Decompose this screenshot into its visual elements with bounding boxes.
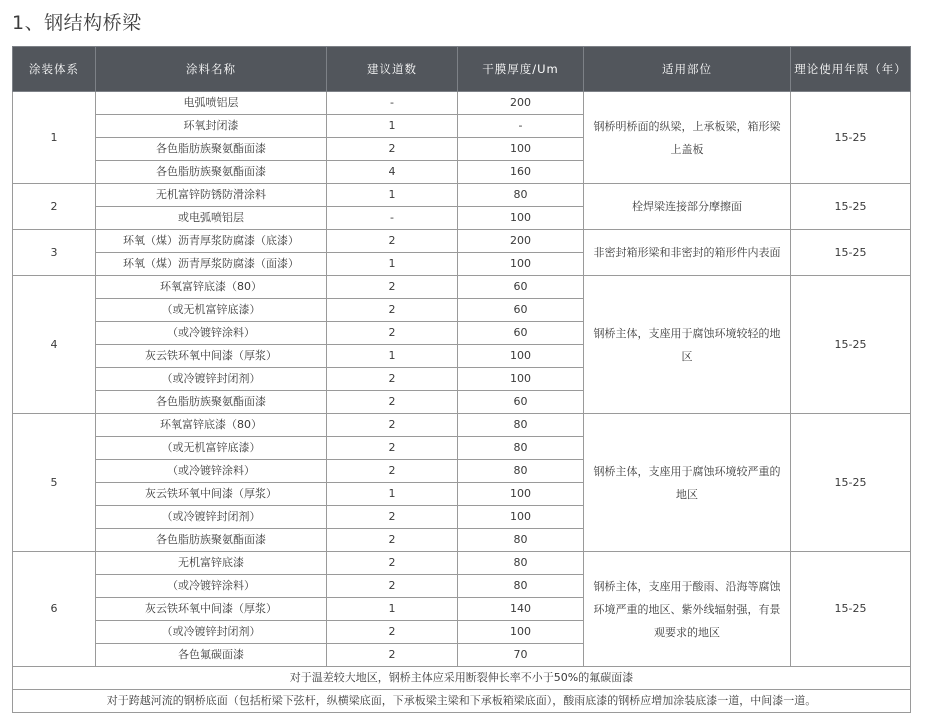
coats-cell: 2 — [327, 138, 458, 161]
thickness-cell: 160 — [458, 161, 584, 184]
thickness-cell: 100 — [458, 207, 584, 230]
coats-cell: 2 — [327, 299, 458, 322]
thickness-cell: 200 — [458, 230, 584, 253]
system-id-cell: 4 — [13, 276, 96, 414]
coating-spec-table — [12, 46, 911, 713]
coats-cell: 2 — [327, 276, 458, 299]
coating-name-cell: （或冷镀锌封闭剂） — [96, 621, 327, 644]
location-cell: 钢桥主体，支座用于腐蚀环境较轻的地区 — [584, 276, 791, 414]
table-row — [13, 184, 911, 207]
coating-name-cell: 灰云铁环氧中间漆（厚浆） — [96, 483, 327, 506]
coats-cell: 2 — [327, 552, 458, 575]
thickness-cell: 100 — [458, 368, 584, 391]
life-cell: 15-25 — [791, 230, 911, 276]
location-cell: 钢桥主体，支座用于腐蚀环境较严重的地区 — [584, 414, 791, 552]
thickness-cell: 80 — [458, 460, 584, 483]
life-cell: 15-25 — [791, 184, 911, 230]
thickness-cell: 100 — [458, 345, 584, 368]
coating-name-cell: 各色氟碳面漆 — [96, 644, 327, 667]
coats-cell: 2 — [327, 575, 458, 598]
coating-name-cell: （或冷镀锌涂料） — [96, 575, 327, 598]
thickness-cell: 80 — [458, 184, 584, 207]
life-cell: 15-25 — [791, 552, 911, 667]
system-id-cell: 2 — [13, 184, 96, 230]
thickness-cell: 60 — [458, 391, 584, 414]
thickness-cell: 60 — [458, 322, 584, 345]
coats-cell: 1 — [327, 345, 458, 368]
table-body — [13, 92, 911, 713]
location-cell: 栓焊梁连接部分摩擦面 — [584, 184, 791, 230]
coating-name-cell: 或电弧喷铝层 — [96, 207, 327, 230]
note-row — [13, 667, 911, 690]
coats-cell: 2 — [327, 644, 458, 667]
header-system: 涂装体系 — [13, 47, 96, 92]
coating-name-cell: （或冷镀锌封闭剂） — [96, 506, 327, 529]
location-cell: 钢桥主体，支座用于酸雨、沿海等腐蚀环境严重的地区、紫外线辐射强，有景观要求的地区 — [584, 552, 791, 667]
header-coats: 建议道数 — [327, 47, 458, 92]
coats-cell: 2 — [327, 230, 458, 253]
thickness-cell: 80 — [458, 529, 584, 552]
system-id-cell: 3 — [13, 230, 96, 276]
coats-cell: 1 — [327, 598, 458, 621]
coating-name-cell: 灰云铁环氧中间漆（厚浆） — [96, 345, 327, 368]
life-cell: 15-25 — [791, 276, 911, 414]
system-id-cell: 5 — [13, 414, 96, 552]
location-cell: 非密封箱形梁和非密封的箱形件内表面 — [584, 230, 791, 276]
thickness-cell: 140 — [458, 598, 584, 621]
coating-name-cell: 各色脂肪族聚氨酯面漆 — [96, 161, 327, 184]
life-cell: 15-25 — [791, 414, 911, 552]
system-id-cell: 6 — [13, 552, 96, 667]
coats-cell: 2 — [327, 621, 458, 644]
note-cell: 对于跨越河流的钢桥底面（包括桁梁下弦杆，纵横梁底面，下承板梁主梁和下承板箱梁底面），酸雨底漆的钢桥应增加涂装底漆一道，中间漆一道。 — [13, 690, 911, 713]
coating-name-cell: 各色脂肪族聚氨酯面漆 — [96, 529, 327, 552]
thickness-cell: 60 — [458, 276, 584, 299]
table-row — [13, 414, 911, 437]
coats-cell: 2 — [327, 437, 458, 460]
table-row — [13, 552, 911, 575]
location-cell: 钢桥明桥面的纵梁，上承板梁，箱形梁上盖板 — [584, 92, 791, 184]
coating-name-cell: 环氧（煤）沥青厚浆防腐漆（底漆） — [96, 230, 327, 253]
thickness-cell: 200 — [458, 92, 584, 115]
coats-cell: - — [327, 207, 458, 230]
coating-name-cell: 环氧封闭漆 — [96, 115, 327, 138]
thickness-cell: 80 — [458, 437, 584, 460]
table-header-row — [13, 47, 911, 92]
coating-name-cell: （或冷镀锌涂料） — [96, 460, 327, 483]
coating-name-cell: 环氧富锌底漆（80） — [96, 276, 327, 299]
coats-cell: - — [327, 92, 458, 115]
coating-name-cell: 电弧喷铝层 — [96, 92, 327, 115]
header-coating-name: 涂料名称 — [96, 47, 327, 92]
coats-cell: 1 — [327, 483, 458, 506]
header-location: 适用部位 — [584, 47, 791, 92]
coats-cell: 2 — [327, 322, 458, 345]
coats-cell: 2 — [327, 529, 458, 552]
coats-cell: 2 — [327, 391, 458, 414]
coating-name-cell: 无机富锌底漆 — [96, 552, 327, 575]
thickness-cell: 80 — [458, 575, 584, 598]
life-cell: 15-25 — [791, 92, 911, 184]
coating-name-cell: 环氧（煤）沥青厚浆防腐漆（面漆） — [96, 253, 327, 276]
thickness-cell: 100 — [458, 138, 584, 161]
thickness-cell: 80 — [458, 552, 584, 575]
coating-name-cell: （或无机富锌底漆） — [96, 299, 327, 322]
thickness-cell: 60 — [458, 299, 584, 322]
coating-name-cell: （或冷镀锌涂料） — [96, 322, 327, 345]
coating-name-cell: （或无机富锌底漆） — [96, 437, 327, 460]
coating-name-cell: （或冷镀锌封闭剂） — [96, 368, 327, 391]
coating-name-cell: 灰云铁环氧中间漆（厚浆） — [96, 598, 327, 621]
table-row — [13, 230, 911, 253]
thickness-cell: 100 — [458, 483, 584, 506]
thickness-cell: 100 — [458, 253, 584, 276]
coating-name-cell: 环氧富锌底漆（80） — [96, 414, 327, 437]
coats-cell: 1 — [327, 115, 458, 138]
table-row — [13, 276, 911, 299]
page-title: 1、钢结构桥梁 — [12, 12, 142, 34]
thickness-cell: - — [458, 115, 584, 138]
table-row — [13, 92, 911, 115]
note-row — [13, 690, 911, 713]
coats-cell: 2 — [327, 368, 458, 391]
thickness-cell: 100 — [458, 506, 584, 529]
coating-name-cell: 各色脂肪族聚氨酯面漆 — [96, 138, 327, 161]
coating-name-cell: 无机富锌防锈防滑涂料 — [96, 184, 327, 207]
coats-cell: 1 — [327, 184, 458, 207]
coating-name-cell: 各色脂肪族聚氨酯面漆 — [96, 391, 327, 414]
coats-cell: 4 — [327, 161, 458, 184]
coats-cell: 2 — [327, 506, 458, 529]
thickness-cell: 80 — [458, 414, 584, 437]
header-thickness: 干膜厚度/Um — [458, 47, 584, 92]
coats-cell: 2 — [327, 414, 458, 437]
thickness-cell: 70 — [458, 644, 584, 667]
coats-cell: 1 — [327, 253, 458, 276]
thickness-cell: 100 — [458, 621, 584, 644]
system-id-cell: 1 — [13, 92, 96, 184]
header-life: 理论使用年限（年） — [791, 47, 911, 92]
note-cell: 对于温差较大地区，钢桥主体应采用断裂伸长率不小于50%的氟碳面漆 — [13, 667, 911, 690]
coats-cell: 2 — [327, 460, 458, 483]
